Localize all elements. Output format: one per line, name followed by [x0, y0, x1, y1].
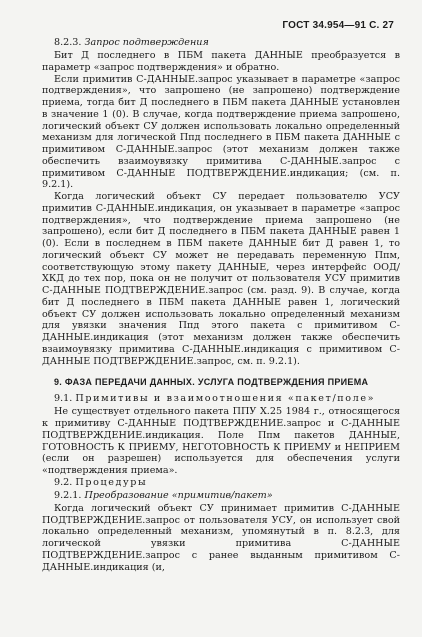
subsection-number: 9.2.	[54, 476, 73, 488]
section-title: Запрос подтверждения	[84, 37, 209, 48]
section-8-2-3-heading	[42, 37, 400, 49]
subsection-9-1-heading	[42, 393, 400, 405]
subsection-9-2-1-heading	[42, 490, 400, 502]
section-number: 8.2.3.	[54, 37, 82, 48]
paragraph: Если примитив С-ДАННЫЕ.запрос указывает в параметре «запрос подтверждения», что запрошено (не запрошено) подтверждение приема, тогда бит Д последнего в ПБМ пакета ДАННЫЕ установлен в значение 1 (0). В случае, когда подтверждение приема запрошено, логический объект СУ должен использовать локально определенный механизм для логической Ппд последнего в ПБМ пакета ДАННЫЕ с примитивом С-ДАННЫЕ.запрос (этот механизм должен также обеспечить взаимоувязку примитива С-ДАННЫЕ.запрос с примитивом С-ДАННЫЕ ПОДТВЕРЖДЕНИЕ.индикация; (см. п. 9.2.1).	[42, 73, 400, 191]
section-9-heading: 9. ФАЗА ПЕРЕДАЧИ ДАННЫХ. УСЛУГА ПОДТВЕРЖДЕНИЯ ПРИЕМА	[54, 377, 369, 388]
subsection-number: 9.2.1.	[54, 489, 82, 501]
subsection-9-2-heading	[42, 477, 400, 489]
subsection-title: Процедуры	[75, 476, 148, 488]
subsection-title: Преобразование «примитив/пакет»	[84, 489, 273, 501]
paragraph: Не существует отдельного пакета ППУ Х.25 1984 г., относящегося к примитиву С-ДАННЫЕ ПОДТВЕРЖДЕНИЕ.запрос и С-ДАННЫЕ ПОДТВЕРЖДЕНИЕ.индикация. Поле Ппм пакетов ДАННЫЕ, ГОТОВНОСТЬ К ПРИЕМУ, НЕГОТОВНОСТЬ К ПРИЕМУ и НЕПРИЕМ (если он разрешен) используется для обеспечения услуги «подтверждения приема».	[42, 406, 400, 476]
paragraph: Бит Д последнего в ПБМ пакета ДАННЫЕ преобразуется в параметр «запрос подтверждения» и обратно.	[42, 50, 400, 73]
paragraph: Когда логический объект СУ принимает примитив С-ДАННЫЕ ПОДТВЕРЖДЕНИЕ.запрос от пользователя УСУ, он использует свой локально определенный механизм, упомянутый в п. 8.2.3, для логической увязки примитива С-ДАННЫЕ ПОДТВЕРЖДЕНИЕ.запрос с ранее выданным примитивом С-ДАННЫЕ.индикация (и,	[42, 502, 400, 573]
subsection-title: Примитивы и взаимоотношения «пакет/поле»	[75, 393, 376, 405]
paragraph: Когда логический объект СУ передает пользователю УСУ примитив С-ДАННЫЕ.индикация, он указывает в параметре «запрос подтверждения», что подтверждение приема запрошено (не запрошено), если бит Д последнего в ПБМ пакета ДАННЫЕ равен 1 (0). Если в последнем в ПБМ пакете ДАННЫЕ бит Д равен 1, то логический объект СУ может не передавать переменную Ппм, соответствующую этому пакету ДАННЫЕ, через интерфейс ООД/ХКД до тех пор, пока он не получит от пользователя УСУ примитив С-ДАННЫЕ ПОДТВЕРЖДЕНИЕ.запрос (см. разд. 9). В случае, когда бит Д последнего в ПБМ пакета ДАННЫЕ равен 1, логический объект СУ должен использовать локально определенный механизм для увязки значения Ппд этого пакета с примитивом С-ДАННЫЕ.индикация (этот механизм должен также обеспечить взаимоувязку примитива С-ДАННЫЕ.индикация с примитивом С-ДАННЫЕ ПОДТВЕРЖДЕНИЕ.запрос, см. п. 9.2.1).	[42, 191, 400, 367]
subsection-number: 9.1.	[54, 393, 73, 405]
page-header: ГОСТ 34.954—91 С. 27	[282, 20, 394, 31]
